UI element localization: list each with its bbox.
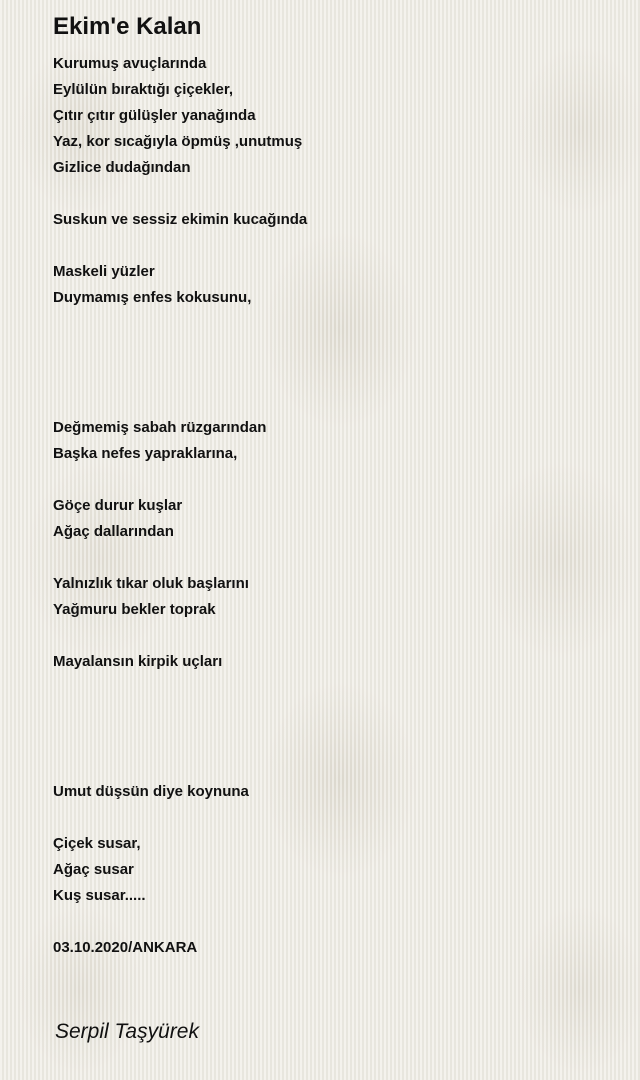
poem-blank-line	[53, 337, 307, 363]
poem-line: Eylülün bıraktığı çiçekler,	[53, 81, 234, 98]
poem-blank-line	[53, 753, 307, 779]
poem-line: Kuş susar.....	[53, 887, 146, 904]
poem-line: Mayalansın kirpik uçları	[53, 653, 223, 670]
poem-line: Duymamış enfes kokusunu,	[53, 289, 252, 306]
poem-blank-line	[53, 363, 307, 389]
poem-line: Suskun ve sessiz ekimin kucağında	[53, 211, 308, 228]
poem-line: Yağmuru bekler toprak	[53, 601, 216, 618]
poem-line: Maskeli yüzler	[53, 263, 155, 280]
poem-blank-line	[53, 701, 307, 727]
poem-body	[53, 51, 307, 961]
poem-line: Çıtır çıtır gülüşler yanağında	[53, 107, 256, 124]
poem-line: Yalnızlık tıkar oluk başlarını	[53, 575, 249, 592]
poem-blank-line	[53, 311, 307, 337]
poem-title: Ekim'e Kalan	[53, 13, 202, 40]
poem-line: Kurumuş avuçlarında	[53, 55, 207, 72]
poem-line: Ağaç susar	[53, 861, 134, 878]
poem-blank-line	[53, 467, 307, 493]
poem-blank-line	[53, 389, 307, 415]
poem-line: Yaz, kor sıcağıyla öpmüş ,unutmuş	[53, 133, 303, 150]
poem-blank-line	[53, 545, 307, 571]
poem-blank-line	[53, 675, 307, 701]
poem-line: Umut düşsün diye koynuna	[53, 783, 249, 800]
poem-line: Başka nefes yapraklarına,	[53, 445, 238, 462]
poem-line: Çiçek susar,	[53, 835, 141, 852]
poem-blank-line	[53, 623, 307, 649]
poem-blank-line	[53, 805, 307, 831]
poem-blank-line	[53, 181, 307, 207]
poem-author: Serpil Taşyürek	[55, 1020, 199, 1043]
poem-line: Ağaç dallarından	[53, 523, 174, 540]
poem-blank-line	[53, 727, 307, 753]
poem-blank-line	[53, 909, 307, 935]
poem-line: 03.10.2020/ANKARA	[53, 939, 198, 956]
poem-blank-line	[53, 233, 307, 259]
poem-line: Göçe durur kuşlar	[53, 497, 183, 514]
poem-line: Değmemiş sabah rüzgarından	[53, 419, 267, 436]
poem-line: Gizlice dudağından	[53, 159, 191, 176]
